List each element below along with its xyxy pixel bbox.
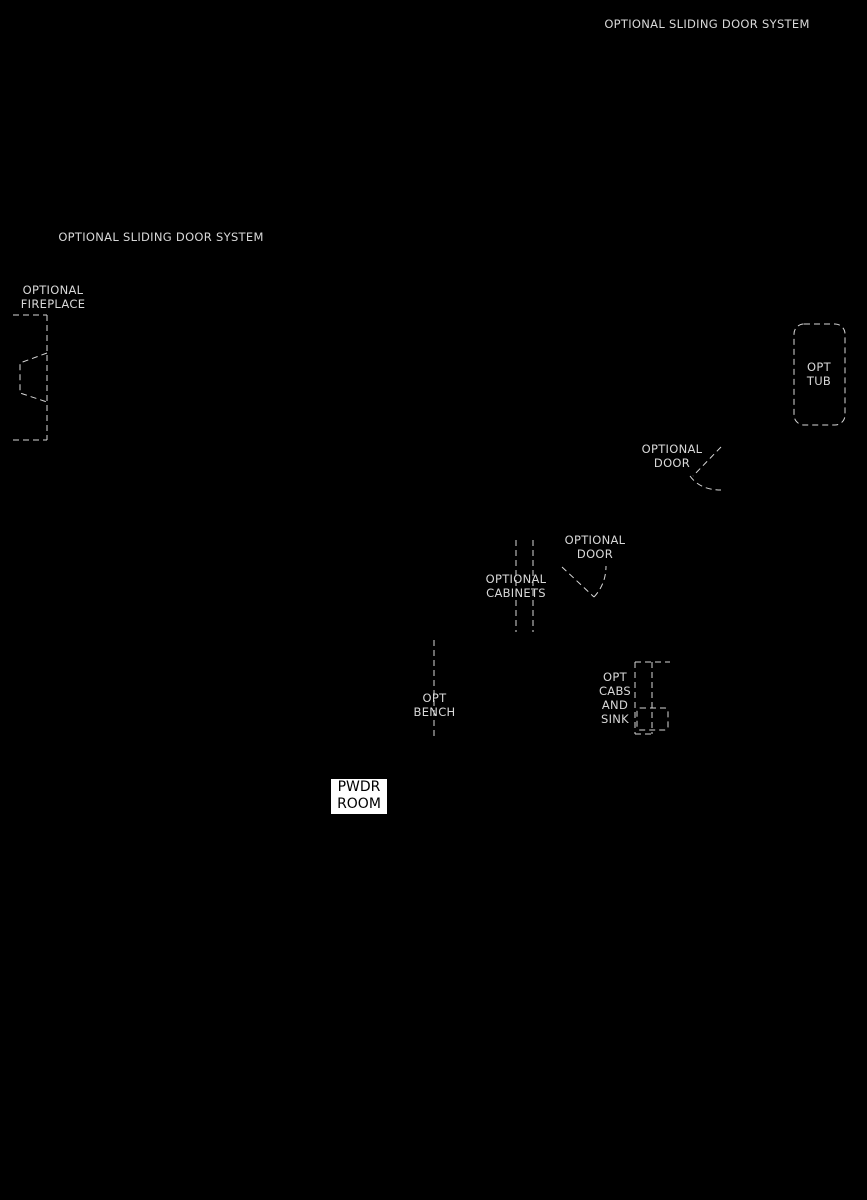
tub-label: OPT TUB: [806, 360, 832, 388]
fireplace-outline: [13, 315, 47, 440]
sliding-door-label-left: OPTIONAL SLIDING DOOR SYSTEM: [58, 230, 264, 244]
powder-room-tag: PWDR ROOM: [331, 779, 387, 814]
sliding-door-label-top: OPTIONAL SLIDING DOOR SYSTEM: [604, 17, 810, 31]
bench-label: OPT BENCH: [413, 691, 456, 719]
door-right-label: OPTIONAL DOOR: [641, 442, 703, 470]
cabinets-label: OPTIONAL CABINETS: [485, 572, 547, 600]
door-center-label: OPTIONAL DOOR: [564, 533, 626, 561]
fireplace-label: OPTIONAL FIREPLACE: [20, 283, 86, 311]
door-center-swing: [562, 566, 606, 597]
cabs-sink-label: OPT CABS AND SINK: [598, 670, 632, 726]
cabs-sink-outline: [635, 662, 670, 734]
